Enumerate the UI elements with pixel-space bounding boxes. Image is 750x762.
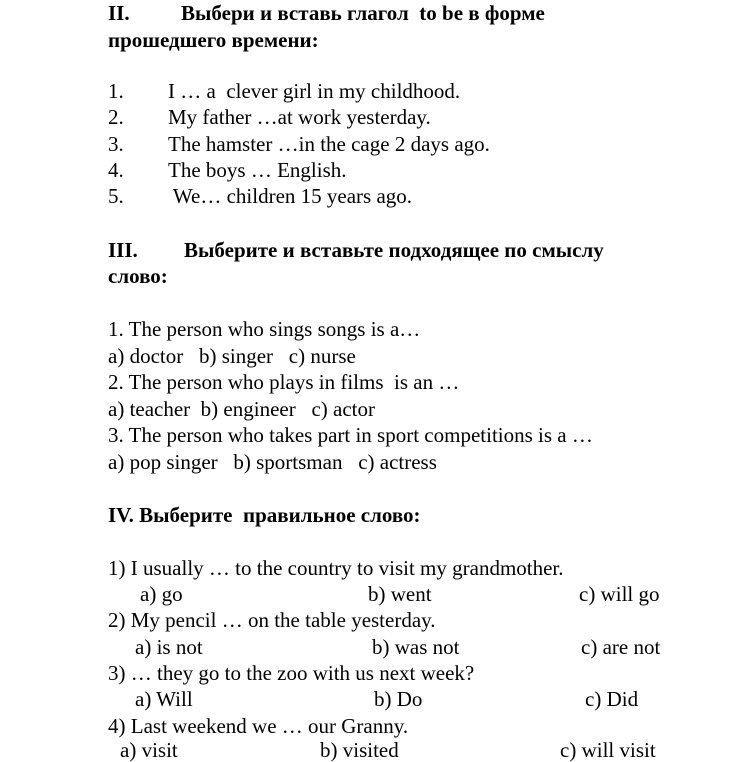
section-4-option-c: c) Did <box>585 687 639 711</box>
section-2-item-text: I … a clever girl in my childhood. <box>168 79 461 103</box>
section-4-question: 4) Last weekend we … our Granny. <box>108 714 409 738</box>
section-2-item-text: The hamster …in the cage 2 days ago. <box>168 132 490 156</box>
section-4-option-a: a) is not <box>135 635 203 659</box>
section-4-option-c: c) will visit <box>560 738 656 762</box>
section-3-options: a) pop singer b) sportsman c) actress <box>108 450 437 474</box>
section-3-question: 1. The person who sings songs is a… <box>108 317 421 341</box>
section-4-question: 3) … they go to the zoo with us next week? <box>108 661 475 685</box>
section-4-option-b: b) was not <box>372 635 460 659</box>
section-2-item-text: The boys … English. <box>168 158 347 182</box>
section-4-option-b: b) Do <box>374 687 423 711</box>
section-3-question: 3. The person who takes part in sport competitions is a … <box>108 423 593 447</box>
section-3-question: 2. The person who plays in films is an … <box>108 370 460 394</box>
section-4-option-a: a) go <box>140 582 183 606</box>
section-2-item-number: 2. <box>108 105 124 129</box>
section-3-title-line1: Выберите и вставьте подходящее по смыслу <box>184 238 604 262</box>
section-2-item-number: 3. <box>108 132 124 156</box>
section-2-item-number: 1. <box>108 79 124 103</box>
section-3-options: a) doctor b) singer c) nurse <box>108 344 356 368</box>
section-4-question: 1) I usually … to the country to visit my grandmother. <box>108 556 564 580</box>
section-2-item-text: We… children 15 years ago. <box>168 184 413 208</box>
section-2-title-line2: прошедшего времени: <box>108 28 319 52</box>
section-3-options: a) teacher b) engineer c) actor <box>108 397 375 421</box>
section-2-item-text: My father …at work yesterday. <box>168 105 431 129</box>
section-4-option-b: b) visited <box>320 738 399 762</box>
section-3-number: III. <box>108 238 138 262</box>
section-2-number: II. <box>108 1 130 25</box>
section-4-option-c: c) are not <box>581 635 661 659</box>
section-4-title: IV. Выберите правильное слово: <box>108 503 421 527</box>
section-4-option-b: b) went <box>368 582 432 606</box>
section-4-option-c: c) will go <box>579 582 660 606</box>
section-4-option-a: a) visit <box>120 738 178 762</box>
section-4-option-a: a) Will <box>135 687 193 711</box>
section-2-title-line1: Выбери и вставь глагол to be в форме <box>181 1 545 25</box>
section-2-item-number: 5. <box>108 184 124 208</box>
section-3-title-line2: слово: <box>108 264 168 288</box>
section-2-item-number: 4. <box>108 158 124 182</box>
section-4-question: 2) My pencil … on the table yesterday. <box>108 608 436 632</box>
